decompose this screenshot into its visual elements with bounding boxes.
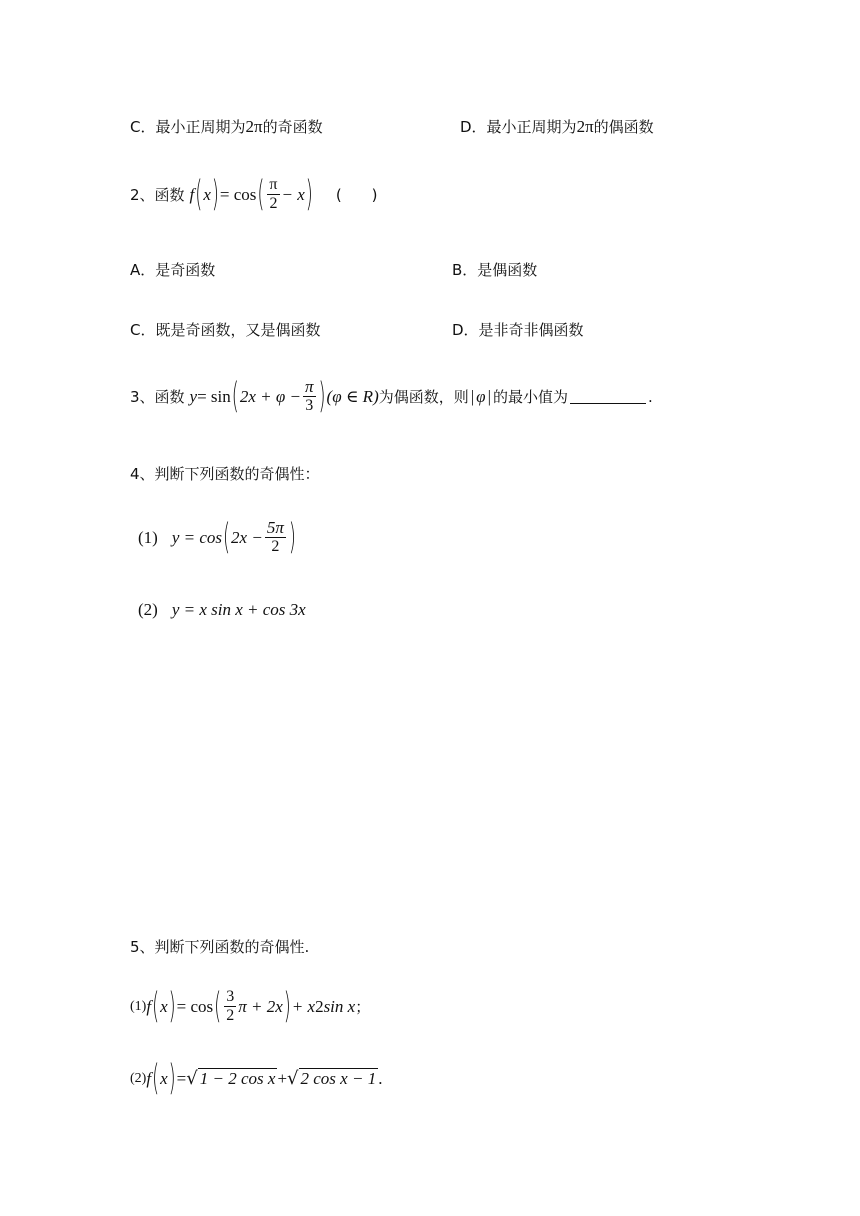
q5-part-1: (1) f ( x ) = cos ( $\frac{3}{2}$ π + 2x ) + x 2 sin x ； bbox=[130, 985, 371, 1028]
q4-part-1-fraction: $\frac{5\pi}{2}$ bbox=[266, 518, 284, 555]
q2-stem: 2、函数 f ( x ) = cos ( $\frac{\pi}{2}$ − x ) ( ) bbox=[130, 173, 378, 216]
q2-fraction: $\frac{\pi}{2}$ bbox=[269, 176, 278, 212]
q5-part-1-fraction: $\frac{3}{2}$ bbox=[226, 988, 235, 1024]
q1-option-d: D．最小正周期为 2π 的偶函数 bbox=[460, 116, 654, 136]
q1-option-c: C．最小正周期为 2π 的奇函数 bbox=[130, 116, 323, 136]
q2-option-d: D．是非奇非偶函数 bbox=[452, 321, 584, 339]
q2-answer-bracket: ( ) bbox=[335, 186, 378, 204]
q1-option-c-math: 2π bbox=[245, 116, 263, 136]
q4-part-2: (2) y = x sin x + cos 3x bbox=[138, 600, 306, 619]
q5-title: 5、判断下列函数的奇偶性. bbox=[130, 938, 310, 956]
q3-stem: 3、函数 y = sin ( 2x + φ − $\frac{\pi}{3}$ ) (φ ∈ R) 为偶函数，则 | φ | 的最小值为 . bbox=[130, 375, 653, 418]
q3-fraction: $\frac{\pi}{3}$ bbox=[304, 377, 314, 414]
q3-answer-blank bbox=[570, 389, 646, 404]
q1-option-d-math: 2π bbox=[576, 116, 594, 136]
q2-option-c: C．既是奇函数，又是偶函数 bbox=[130, 321, 321, 339]
q4-title: 4、判断下列函数的奇偶性： bbox=[130, 465, 320, 483]
q2-option-a: A．是奇函数 bbox=[130, 261, 216, 279]
q5-part-2: (2) f ( x ) = √ 1 − 2 cos x + √ 2 cos x − 1 . bbox=[130, 1057, 383, 1100]
q4-part-1: (1) y = cos ( 2x − $\frac{5\pi}{2}$ ) bbox=[138, 516, 296, 559]
q5-sqrt-1: √ 1 − 2 cos x bbox=[186, 1068, 276, 1089]
q5-sqrt-2: √ 2 cos x − 1 bbox=[287, 1068, 377, 1089]
q2-option-b: B．是偶函数 bbox=[452, 261, 538, 279]
